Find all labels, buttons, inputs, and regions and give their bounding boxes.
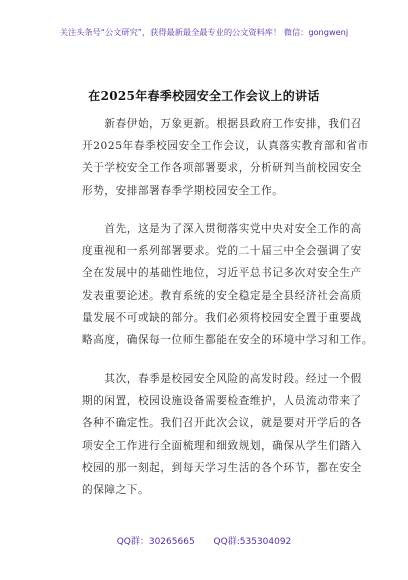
- footer-qq-groups: [0, 534, 408, 547]
- paragraph-line: 度重视和一系列部署要求。党的二十届三中全会强调了安: [82, 245, 362, 258]
- paragraph-line: 量发展不可或缺的部分。我们必须将校园安全置于重要战: [82, 311, 362, 324]
- paragraph-2: [82, 218, 374, 351]
- paragraph-line: 的保障之下。: [82, 484, 150, 497]
- paragraph-line: 首先，这是为了深入贯彻落实党中央对安全工作的高: [82, 223, 362, 235]
- qq-group-1: QQ群：30265665: [116, 537, 195, 547]
- paragraph-line: 开2025年春季校园安全工作会议，认真落实教育部和省市: [82, 140, 369, 153]
- paragraph-line: 形势，安排部署春季学期校园安全工作。: [82, 184, 284, 197]
- paragraph-line: 略高度，确保每一位师生都能在安全的环境中学习和工作。: [82, 334, 374, 347]
- paragraph-line: 全在发展中的基础性地位，习近平总书记多次对安全生产: [82, 267, 362, 280]
- paragraph-3: [82, 368, 362, 501]
- paragraph-1: [82, 113, 369, 202]
- document-title: 在2025年春季校园安全工作会议上的讲话: [88, 89, 320, 103]
- paragraph-line: 其次，春季是校园安全风险的高发时段。经过一个假: [82, 373, 362, 385]
- paragraph-line: 新春伊始，万象更新。根据县政府工作安排，我们召: [82, 118, 362, 130]
- paragraph-line: 校园的那一刻起，到每天学习生活的各个环节，都在安全: [82, 461, 362, 474]
- paragraph-line: 期的闲置，校园设施设备需要检查维护，人员流动带来了: [82, 395, 362, 408]
- paragraph-line: 项安全工作进行全面梳理和细致规划，确保从学生们踏入: [82, 439, 362, 452]
- paragraph-line: 各种不确定性。我们召开此次会议，就是要对开学后的各: [82, 417, 362, 430]
- header-banner: 关注头条号“公文研究”，获得最新最全最专业的公文资料库！ 微信：gongwenj: [59, 27, 349, 37]
- qq-group-2: QQ群:535304092: [213, 537, 292, 547]
- paragraph-line: 发表重要论述。教育系统的安全稳定是全县经济社会高质: [82, 289, 362, 302]
- paragraph-line: 关于学校安全工作各项部署要求，分析研判当前校园安全: [82, 162, 362, 175]
